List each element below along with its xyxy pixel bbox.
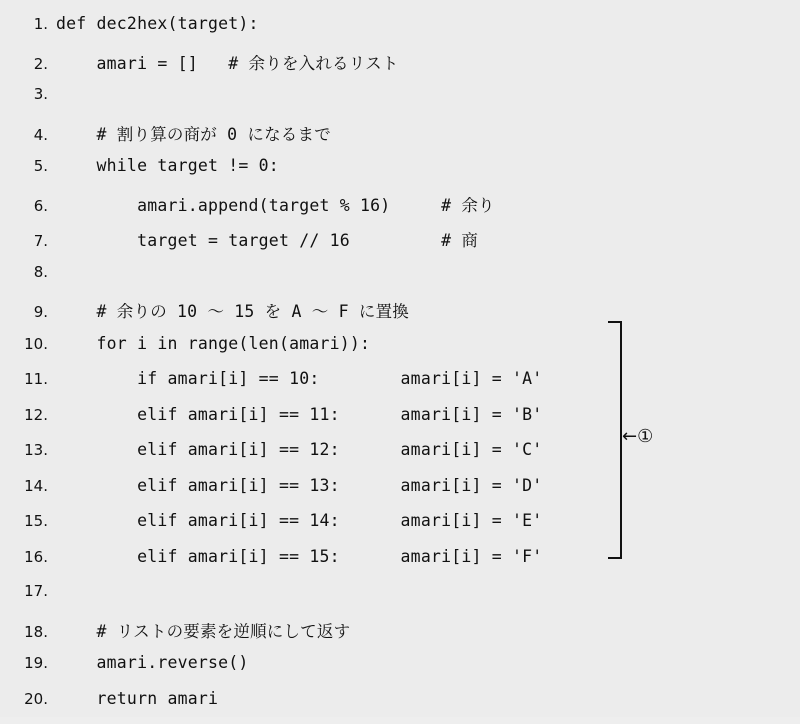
code-line bbox=[0, 156, 800, 192]
line-code: # 余りの 10 〜 15 を A 〜 F に置換 bbox=[56, 298, 409, 322]
line-number: 20. bbox=[0, 690, 56, 708]
line-number: 10. bbox=[0, 335, 56, 353]
line-number: 2. bbox=[0, 55, 56, 73]
code-line bbox=[0, 689, 800, 724]
code-line bbox=[0, 582, 800, 618]
line-code: target = target // 16 # 商 bbox=[56, 227, 478, 251]
line-number: 8. bbox=[0, 263, 56, 281]
line-number: 19. bbox=[0, 654, 56, 672]
line-number: 7. bbox=[0, 232, 56, 250]
line-number: 18. bbox=[0, 623, 56, 641]
line-number: 16. bbox=[0, 548, 56, 566]
annotation-bracket bbox=[608, 321, 622, 559]
line-code: amari = [] # 余りを入れるリスト bbox=[56, 50, 399, 74]
line-number: 11. bbox=[0, 370, 56, 388]
line-number: 4. bbox=[0, 126, 56, 144]
code-line bbox=[0, 653, 800, 689]
code-block bbox=[0, 14, 800, 724]
code-line bbox=[0, 334, 800, 370]
line-number: 12. bbox=[0, 406, 56, 424]
line-code: for i in range(len(amari)): bbox=[56, 334, 370, 353]
line-number: 6. bbox=[0, 197, 56, 215]
line-code: elif amari[i] == 15: amari[i] = 'F' bbox=[56, 547, 542, 566]
code-line bbox=[0, 547, 800, 583]
line-code: elif amari[i] == 14: amari[i] = 'E' bbox=[56, 511, 542, 530]
line-number: 14. bbox=[0, 477, 56, 495]
code-line bbox=[0, 192, 800, 228]
line-code: elif amari[i] == 12: amari[i] = 'C' bbox=[56, 440, 542, 459]
code-line bbox=[0, 227, 800, 263]
line-code: while target != 0: bbox=[56, 156, 279, 175]
code-line bbox=[0, 369, 800, 405]
code-line bbox=[0, 121, 800, 157]
code-line bbox=[0, 405, 800, 441]
code-line bbox=[0, 511, 800, 547]
line-code: amari.reverse() bbox=[56, 653, 249, 672]
line-code: amari.append(target % 16) # 余り bbox=[56, 192, 495, 216]
line-code: elif amari[i] == 13: amari[i] = 'D' bbox=[56, 476, 542, 495]
code-line bbox=[0, 85, 800, 121]
line-number: 13. bbox=[0, 441, 56, 459]
annotation-label: ←① bbox=[622, 426, 653, 447]
line-code: # 割り算の商が 0 になるまで bbox=[56, 121, 331, 145]
code-line bbox=[0, 263, 800, 299]
code-line bbox=[0, 50, 800, 86]
line-code: return amari bbox=[56, 689, 218, 708]
code-line bbox=[0, 618, 800, 654]
line-number: 5. bbox=[0, 157, 56, 175]
line-code: def dec2hex(target): bbox=[56, 14, 259, 33]
line-code: # リストの要素を逆順にして返す bbox=[56, 618, 350, 642]
line-code: if amari[i] == 10: amari[i] = 'A' bbox=[56, 369, 542, 388]
code-line bbox=[0, 440, 800, 476]
line-number: 9. bbox=[0, 303, 56, 321]
code-line bbox=[0, 298, 800, 334]
line-number: 15. bbox=[0, 512, 56, 530]
code-line bbox=[0, 14, 800, 50]
line-number: 3. bbox=[0, 85, 56, 103]
line-number: 1. bbox=[0, 15, 56, 33]
line-code: elif amari[i] == 11: amari[i] = 'B' bbox=[56, 405, 542, 424]
code-line bbox=[0, 476, 800, 512]
line-number: 17. bbox=[0, 582, 56, 600]
